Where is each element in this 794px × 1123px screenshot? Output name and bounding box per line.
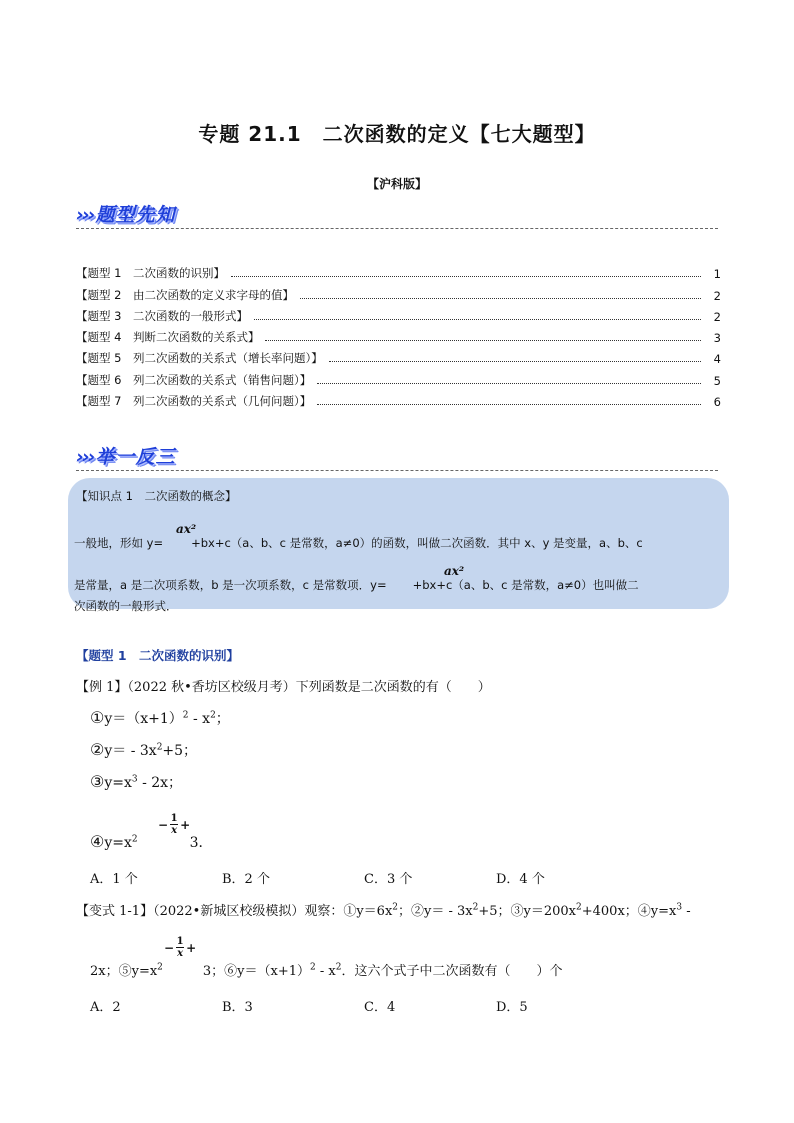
superscript: 2	[156, 742, 163, 753]
denominator: x	[171, 825, 178, 836]
superscript: 3	[131, 774, 138, 785]
option-d[interactable]: D．4 个	[496, 872, 545, 887]
toc-leader-dots	[317, 404, 701, 405]
formula-ax2: ax²	[444, 564, 465, 578]
edition-label: 【沪科版】	[366, 177, 427, 191]
toc-page-number: 5	[713, 373, 721, 388]
choice-item	[90, 772, 182, 792]
toc-entry-label: 【题型 1 二次函数的识别】	[76, 266, 225, 281]
divider	[76, 228, 718, 229]
knowledge-text: +bx+c（a、b、c 是常数，a≠0）的函数，叫做二次函数．其中 x、y 是变量，a、b、c	[191, 536, 643, 550]
math-sign: −	[158, 817, 169, 832]
superscript: 3	[676, 902, 683, 913]
option-b[interactable]: B．2 个	[222, 872, 270, 887]
toc-page-number: 1	[713, 267, 721, 282]
example-stem	[76, 676, 491, 695]
choice-item	[90, 832, 213, 852]
math-sign: +	[180, 817, 191, 832]
type-heading: 【题型 1 二次函数的识别】	[76, 648, 240, 663]
item-number: ④	[90, 832, 105, 851]
toc-page-number: 6	[713, 395, 721, 410]
knowledge-line-3: 次函数的一般形式．	[74, 599, 178, 613]
superscript: 2	[392, 902, 399, 913]
denominator: x	[177, 948, 184, 959]
variant-label: 【变式 1-1】	[76, 904, 154, 919]
superscript: 2	[335, 962, 342, 973]
toc-entry[interactable]	[76, 281, 721, 302]
superscript: 2	[210, 710, 216, 721]
toc-leader-dots	[317, 383, 701, 384]
toc-entry[interactable]	[76, 366, 721, 387]
item-text: +5；	[162, 743, 198, 759]
toc-entry[interactable]	[76, 324, 721, 345]
fraction	[176, 936, 184, 959]
option-c[interactable]: C．4	[364, 1000, 396, 1015]
knowledge-text: +bx+c（a、b、c 是常数，a≠0）也叫做二	[412, 578, 639, 592]
toc-entry-label: 【题型 3 二次函数的一般形式】	[76, 308, 248, 323]
variant-text: （2022•新城区校级模拟）观察：①y＝6x	[153, 904, 393, 919]
item-number: ②	[90, 740, 105, 759]
toc-entry[interactable]	[76, 303, 721, 324]
fraction-exponent	[164, 936, 196, 959]
variant-line-2	[90, 960, 563, 979]
math-sign: +	[186, 940, 197, 955]
option-c[interactable]: C．3 个	[364, 872, 413, 887]
knowledge-line-2	[74, 577, 639, 593]
option-d[interactable]: D．5	[496, 1000, 528, 1015]
item-text: ；	[215, 711, 230, 727]
item-text: y=x	[104, 835, 132, 851]
choice-item	[90, 740, 197, 760]
variant-text: - x	[315, 964, 336, 979]
toc-page-number: 3	[713, 331, 721, 346]
toc-page-number: 4	[713, 352, 721, 367]
variant-text: +5；③y＝200x	[478, 904, 577, 919]
option-a[interactable]: A．1 个	[90, 872, 138, 887]
knowledge-text: 一般地，形如 y=	[74, 536, 164, 550]
toc-page-number: 2	[713, 288, 721, 303]
numerator: 1	[176, 936, 184, 947]
toc-entry[interactable]	[76, 388, 721, 409]
variant-stem	[76, 900, 691, 919]
option-b[interactable]: B．3	[222, 1000, 253, 1015]
choice-item	[90, 708, 230, 728]
knowledge-line-1	[74, 535, 643, 551]
practice-banner-text: 举一反三	[95, 446, 176, 468]
variant-text: -	[682, 904, 691, 919]
variant-text: 2x；⑤y=x	[90, 964, 158, 979]
toc-leader-dots	[231, 276, 701, 277]
page-title: 专题 21.1 二次函数的定义【七大题型】	[198, 122, 596, 146]
superscript: 2	[182, 710, 189, 721]
preview-banner	[76, 200, 176, 227]
divider	[76, 470, 718, 471]
math-sign: −	[164, 940, 175, 955]
toc-leader-dots	[300, 298, 701, 299]
toc-entry[interactable]	[76, 345, 721, 366]
superscript: 2	[131, 834, 138, 845]
item-number: ③	[90, 772, 105, 791]
variant-text: +400x；④y=x	[581, 904, 677, 919]
toc-entry-label: 【题型 5 列二次函数的关系式（增长率问题）】	[76, 351, 323, 366]
toc-entry-label: 【题型 4 判断二次函数的关系式】	[76, 330, 260, 345]
item-text: y＝（x+1）	[104, 711, 183, 727]
superscript: 2	[576, 902, 582, 913]
item-text: - 2x；	[137, 775, 183, 791]
toc-page-number: 2	[713, 309, 721, 324]
variant-text: ；②y＝ - 3x	[398, 904, 473, 919]
toc-entry[interactable]	[76, 260, 721, 281]
triple-chevron-icon: ›››	[76, 446, 94, 468]
superscript: 2	[310, 962, 316, 973]
knowledge-text: 是常量，a 是二次项系数，b 是一次项系数，c 是常数项．y=	[74, 578, 387, 592]
item-text: y＝ - 3x	[104, 743, 157, 759]
example-text: （2022 秋•香坊区校级月考）下列函数是二次函数的有（ ）	[127, 680, 491, 695]
triple-chevron-icon: ›››	[76, 204, 94, 226]
item-number: ①	[90, 708, 105, 727]
item-text: y=x	[104, 775, 132, 791]
preview-banner-text: 题型先知	[95, 204, 176, 226]
numerator: 1	[170, 813, 178, 824]
table-of-contents	[76, 260, 721, 409]
toc-leader-dots	[265, 340, 701, 341]
toc-entry-label: 【题型 6 列二次函数的关系式（销售问题）】	[76, 372, 312, 387]
knowledge-heading: 【知识点 1 二次函数的概念】	[76, 489, 237, 503]
toc-leader-dots	[254, 319, 701, 320]
item-text: - x	[188, 711, 211, 727]
option-a[interactable]: A．2	[90, 1000, 121, 1015]
item-text: 3．	[189, 835, 213, 851]
toc-entry-label: 【题型 2 由二次函数的定义求字母的值】	[76, 287, 294, 302]
variant-text: ．这六个式子中二次函数有（ ）个	[341, 964, 563, 979]
practice-banner	[76, 442, 176, 469]
toc-leader-dots	[329, 361, 701, 362]
superscript: 2	[157, 962, 163, 973]
superscript: 2	[472, 902, 479, 913]
toc-entry-label: 【题型 7 列二次函数的关系式（几何问题）】	[76, 394, 312, 409]
variant-text: 3；⑥y＝（x+1）	[202, 964, 311, 979]
formula-ax2: ax²	[176, 522, 197, 536]
example-label: 【例 1】	[76, 680, 128, 695]
